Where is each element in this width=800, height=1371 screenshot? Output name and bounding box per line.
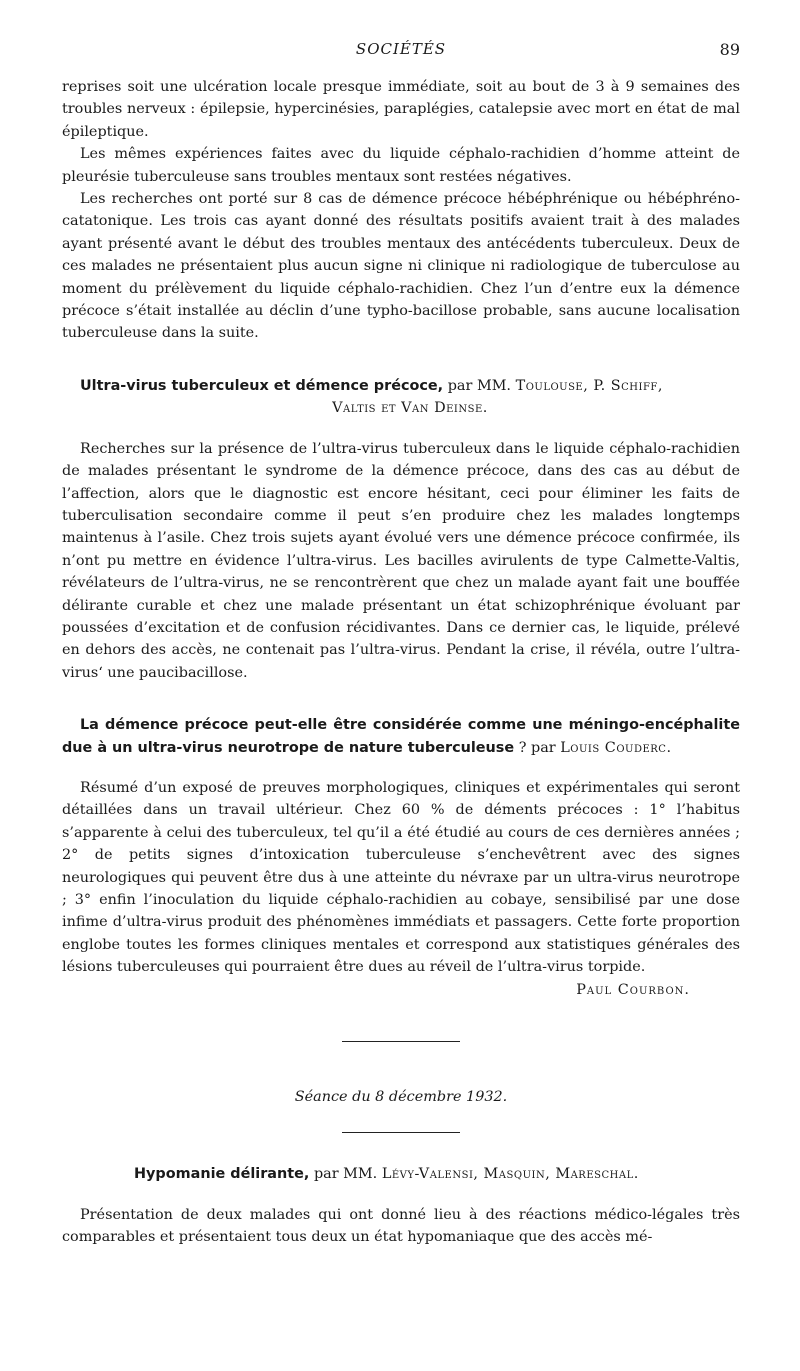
section-title: Hypomanie délirante, (134, 1166, 310, 1183)
title-punctuation: ? (514, 739, 527, 756)
section-title: Ultra-virus tuberculeux et démence précoce, (80, 377, 444, 394)
paragraph: Résumé d’un exposé de preuves morphologiques, cliniques et expérimentales qui seront détaillées dans un travail ultérieur. Chez 60 % de déments précoces : 1° l’habitus s’apparente à celui des tuberculeux, tel qu’il a été étudié au cours de ces dernières années ; 2° de petits signes d’intoxication tuberculeuse s’enchevêtrent avec des signes neurologiques qui peuvent être dus à une atteinte du névraxe par un ultra-virus neurotrope ; 3° enfin l’inoculation du liquide céphalo-rachidien au cobaye, sensibilisé par une dose infime d’ultra-virus produit des phénomènes immédiats et passagers. Cette forte proportion englobe toutes les formes cliniques mentales et correspond aux statistiques générales des lésions tuberculeuses qui pourraient être dues au réveil de l’ultra-virus torpide. (62, 779, 740, 976)
authors: Lévy-Valensi, Masquin, Mareschal. (381, 1166, 639, 1183)
paragraph: Les mêmes expériences faites avec du liquide céphalo-rachidien d’homme atteint de pleurésie tuberculeuse sans troubles mentaux sont restées négatives. (62, 146, 740, 185)
page-body (62, 76, 740, 1249)
spacer (62, 1186, 740, 1204)
section-heading-demence (62, 714, 740, 759)
paragraph: reprises soit une ulcération locale presque immédiate, soit au bout de 3 à 9 semaines des troubles nerveux : épilepsie, hypercinésies, paraplégies, catalepsie avec mort en état de mal épileptique. (62, 79, 740, 140)
spacer (62, 345, 740, 375)
section-heading-hypomanie (62, 1163, 740, 1185)
authors: Louis Couderc. (560, 739, 672, 756)
page-number: 89 (719, 40, 740, 59)
paragraph: Présentation de deux malades qui ont donné lieu à des réactions médico-légales très comparables et présentaient tous deux un état hypomaniaque que des accès mé- (62, 1206, 740, 1246)
spacer (62, 1133, 740, 1163)
section-title: La démence précoce peut-elle être considérée comme une méningo-encéphalite due à un ultra-virus neurotrope de nature tuberculeuse (62, 717, 740, 756)
section-heading-ultra-virus (62, 375, 740, 420)
spacer (62, 684, 740, 714)
signature: Paul Courbon. (576, 981, 690, 998)
spacer (62, 1001, 740, 1041)
spacer (62, 759, 740, 777)
paragraph: Les recherches ont porté sur 8 cas de démence précoce hébéphrénique ou hébéphréno-catatonique. Les trois cas ayant donné des résultats positifs avaient trait à des malades ayant présenté avant le début des troubles mentaux des antécédents tuberculeux. Deux de ces malades ne présentaient plus aucun signe ni clinique ni radiologique de tuberculose au moment du prélèvement du liquide céphalo-rachidien. Chez l’un d’entre eux la démence précoce s’était installée au déclin d’une typho-bacillose probable, sans aucune localisation tuberculeuse dans la suite. (62, 191, 740, 342)
running-title: SOCIÉTÉS (355, 40, 447, 58)
authors-prefix: par MM. (313, 1166, 378, 1183)
authors-prefix: par (531, 739, 556, 756)
session-date: Séance du 8 décembre 1932. (294, 1089, 508, 1106)
authors: Toulouse, P. Schiff, (515, 377, 663, 394)
authors-prefix: par MM. (447, 377, 512, 394)
authors-continued: Valtis et Van Deinse. (332, 400, 488, 417)
paragraph: Recherches sur la présence de l’ultra-virus tuberculeux dans le liquide céphalo-rachidien de malades présentant le syndrome de la démence précoce, dans des cas au début de l’affection, alors que le diagnostic est encore hésitant, ceci pour éliminer les faits de tuberculisation secondaire comme il peut s’en produire chez les malades longtemps maintenus à l’asile. Chez trois sujets ayant évolué vers une démence précoce confirmée, ils n’ont pu mettre en évidence l’ultra-virus. Les bacilles avirulents de type Calmette-Valtis, révélateurs de l’ultra-virus, ne se rencontrèrent que chez un malade ayant fait une bouffée délirante curable et chez une malade présentant un état schizophrénique évoluant par poussées d’excitation et de confusion récidivantes. Dans ce dernier cas, le liquide, prélevé en dehors des accès, ne contenait pas l’ultra-virus. Pendant la crise, il révéla, outre l’ultra-virus‘ une paucibacillose. (62, 440, 740, 681)
spacer (62, 1108, 740, 1132)
spacer (62, 420, 740, 438)
page-header (62, 40, 740, 64)
spacer (62, 1042, 740, 1086)
